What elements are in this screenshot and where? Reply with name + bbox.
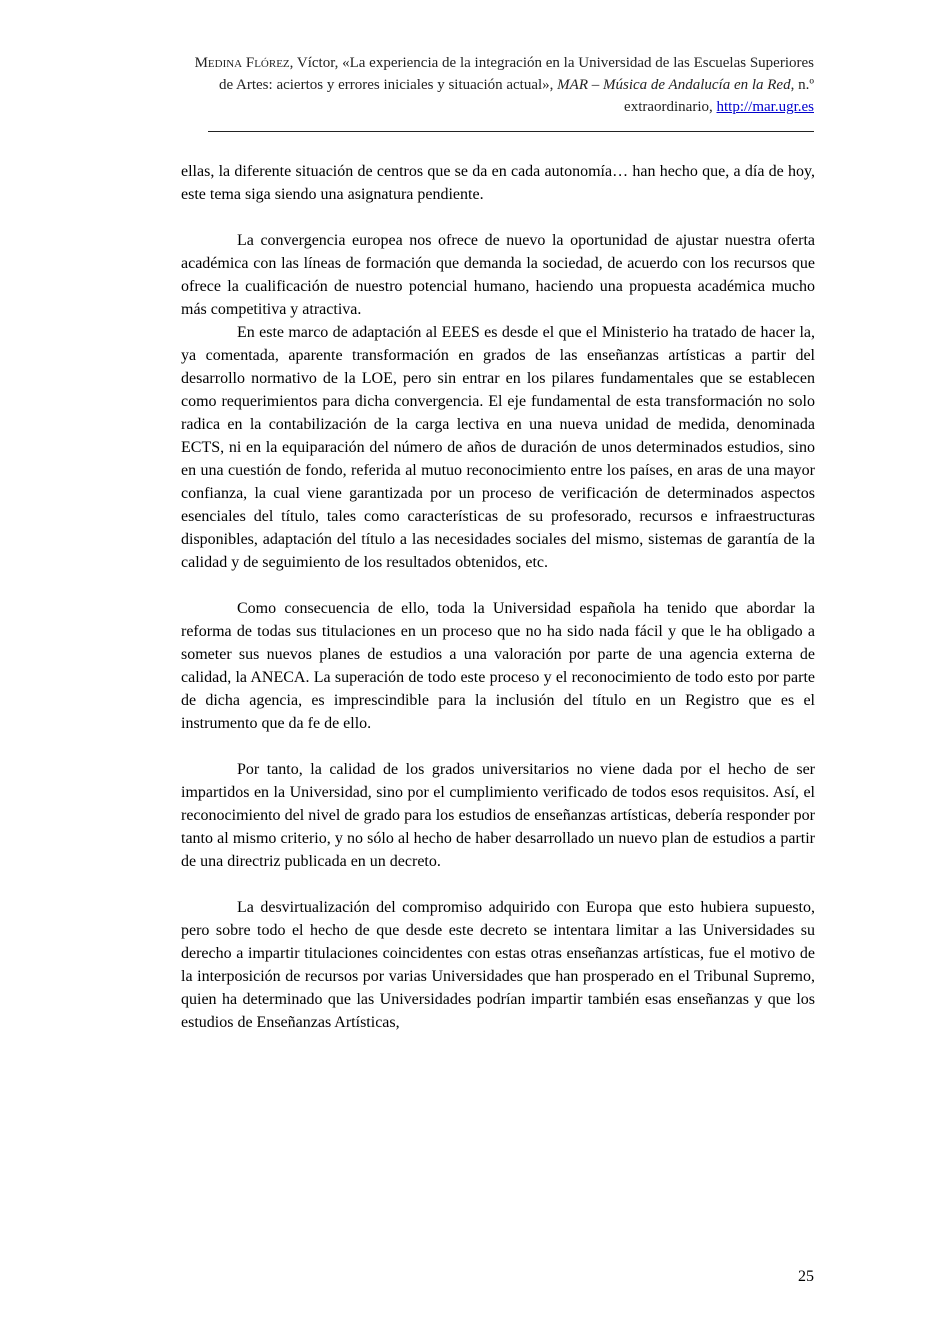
paragraph-continuation: ellas, la diferente situación de centros que se da en cada autonomía… han hecho que, a día de hoy, este tema siga siendo una asignatura pendiente.	[181, 163, 815, 203]
paragraph-supreme-court: La desvirtualización del compromiso adquirido con Europa que esto hubiera supuesto, pero sobre todo el hecho de que desde este decreto se intentara limitar a las Universidades su derecho a impartir titulaciones coincidentes con estas otras enseñanzas artísticas, fue el motivo de la interposición de recursos por varias Universidades que han prosperado en el Tribunal Supremo, quien ha determinado que las Universidades podrían impartir también esas enseñanzas y que los estudios de Enseñanzas Artísticas,	[181, 899, 815, 1031]
paragraph-university-reform: Como consecuencia de ello, toda la Universidad española ha tenido que abordar la reforma de todas sus titulaciones en un proceso que no ha sido nada fácil y que le ha obligado a someter sus nuevos planes de estudios a una valoración por parte de una agencia externa de calidad, la ANECA. La superación de todo este proceso y el reconocimiento de todo esto por parte de dicha agencia, es imprescindible para la inclusión del título en un Registro que es el instrumento que da fe de ello.	[181, 600, 815, 732]
header-citation: , Víctor, «La experiencia de la integración en la Universidad de las Escuelas Superiores de Artes: aciertos y errores iniciales y situación actual»,	[218, 55, 814, 93]
header-author: Medina Flórez	[194, 55, 290, 71]
header-journal: MAR – Música de Andalucía en la Red	[557, 77, 791, 93]
header-url-link[interactable]: http://mar.ugr.es	[716, 99, 814, 115]
article-body	[181, 160, 815, 1034]
paragraph-convergence: La convergencia europea nos ofrece de nuevo la oportunidad de ajustar nuestra oferta académica con las líneas de formación que demanda la sociedad, de acuerdo con los recursos que ofrece la cualificación de nuestro potencial humano, haciendo una propuesta académica mucho más competitiva y atractiva.	[181, 232, 815, 318]
header-divider	[208, 131, 814, 132]
paragraph-eees-framework: En este marco de adaptación al EEES es desde el que el Ministerio ha tratado de hacer la, ya comentada, aparente transformación en grados de las enseñanzas artísticas a partir del desarrollo normativo de la LOE, pero sin entrar en los pilares fundamentales que se establecen como requerimientos para dicha convergencia. El eje fundamental de esta transformación no solo radica en la contabilización de la carga lectiva en una nueva unidad de medida, denominada ECTS, ni en la equiparación del número de años de duración de unos determinados estudios, sino en una cuestión de fondo, referida al mutuo reconocimiento entre los países, en aras de una mayor confianza, la cual viene garantizada por un proceso de verificación de determinados aspectos esenciales del título, tales como características de su profesorado, recursos e infraestructuras disponibles, adaptación del título a las necesidades sociales del mismo, sistemas de garantía de la calidad y de seguimiento de los resultados obtenidos, etc.	[181, 324, 815, 571]
page-number: 25	[798, 1268, 814, 1285]
header-issue: , n.º extraordinario,	[624, 77, 814, 115]
running-header	[180, 52, 814, 118]
paragraph-degree-quality: Por tanto, la calidad de los grados universitarios no viene dada por el hecho de ser impartidos en la Universidad, sino por el cumplimiento verificado de todos esos requisitos. Así, el reconocimiento del nivel de grado para los estudios de enseñanzas artísticas, debería responder por tanto al mismo criterio, y no sólo al hecho de haber desarrollado un nuevo plan de estudios a partir de una directriz publicada en un decreto.	[181, 761, 815, 870]
